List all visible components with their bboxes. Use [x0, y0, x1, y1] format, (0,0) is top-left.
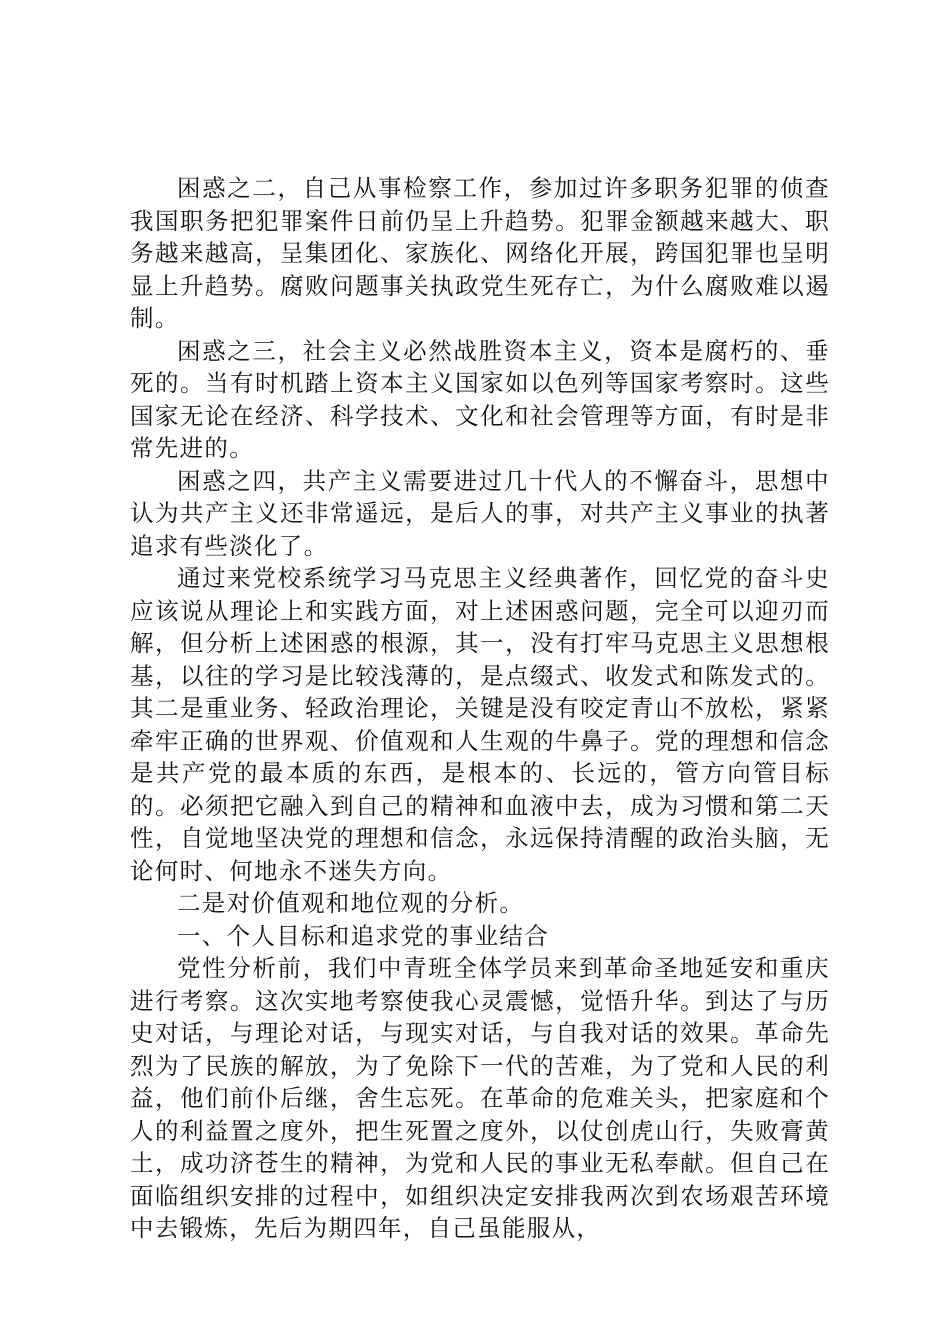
paragraph-confusion-two: 困惑之二，自己从事检察工作，参加过许多职务犯罪的侦查我国职务把犯罪案件日前仍呈上升趋势。犯罪金额越来越大、职务越来越高，呈集团化、家族化、网络化开展，跨国犯罪也呈明显上升趋势。腐败问题事关执政党生死存亡，为什么腐败难以遏制。: [130, 174, 830, 332]
paragraph-confusion-three: 困惑之三，社会主义必然战胜资本主义，资本是腐朽的、垂死的。当有时机踏上资本主义国家如以色列等国家考察时。这些国家无论在经济、科学技术、文化和社会管理等方面，有时是非常先进的。: [130, 336, 830, 462]
paragraph-confusion-four: 困惑之四，共产主义需要进过几十代人的不懈奋斗，思想中认为共产主义还非常遥远，是后人的事，对共产主义事业的执著追求有些淡化了。: [130, 466, 830, 560]
paragraph-field-trip: 党性分析前，我们中青班全体学员来到革命圣地延安和重庆进行考察。这次实地考察使我心灵震憾，觉悟升华。到达了与历史对话，与理论对话，与现实对话，与自我对话的效果。革命先烈为了民族的解放，为了免除下一代的苦难，为了党和人民的利益，他们前仆后继，舍生忘死。在革命的危难关头，把家庭和个人的利益置之度外，把生死置之度外，以仗创虎山行，失败膏黄土，成功济苍生的精神，为党和人民的事业无私奉献。但自己在面临组织安排的过程中，如组织决定安排我两次到农场艰苦环境中去锻炼，先后为期四年，自己虽能服从，: [130, 954, 830, 1242]
paragraph-root-cause-analysis: 通过来党校系统学习马克思主义经典著作，回忆党的奋斗史应该说从理论上和实践方面，对上述困惑问题，完全可以迎刃而解，但分析上述困惑的根源，其一，没有打牢马克思主义思想根基，以往的学习是比较浅薄的，是点缀式、收发式和陈发式的。其二是重业务、轻政治理论，关键是没有咬定青山不放松，紧紧牵牢正确的世界观、价值观和人生观的牛鼻子。党的理想和信念是共产党的最本质的东西，是根本的、长远的，管方向管目标的。必须把它融入到自己的精神和血液中去，成为习惯和第二天性，自觉地坚决党的理想和信念，永远保持清醒的政治头脑，无论何时、何地永不迷失方向。: [130, 564, 830, 885]
document-body: [130, 172, 830, 1245]
paragraph-subheading: 一、个人目标和追求党的事业结合: [177, 921, 549, 950]
paragraph-section-heading: 二是对价值观和地位观的分析。: [177, 889, 525, 917]
